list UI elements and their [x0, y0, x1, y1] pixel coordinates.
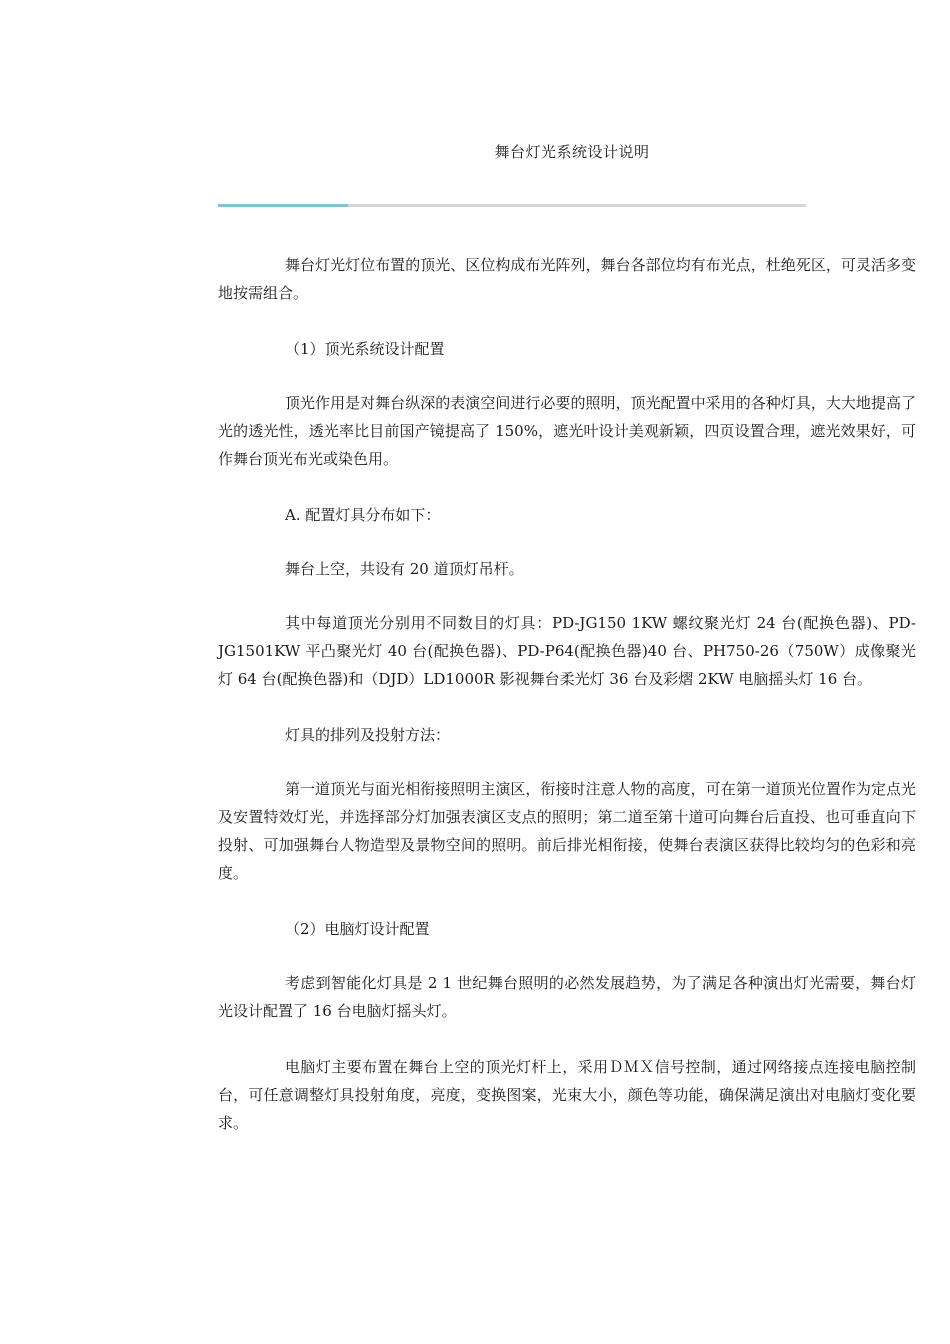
- section-heading-top-light: （1）顶光系统设计配置: [285, 340, 445, 358]
- page-title: 舞台灯光系统设计说明: [494, 143, 650, 161]
- subheading-fixture-distribution: A. 配置灯具分布如下：: [285, 506, 441, 524]
- top-light-paragraph: 顶光作用是对舞台纵深的表演空间进行必要的照明，顶光配置中采用的各种灯具，大大地提高了光的透光性，透光率比目前国产镜提高了 150%，遮光叶设计美观新颖，四页设置合理，遮光效果好，可作舞台顶光布光或染色用。: [218, 394, 916, 468]
- intro-paragraph: 舞台灯光灯位布置的顶光、区位构成布光阵列，舞台各部位均有布光点，杜绝死区，可灵活多变地按需组合。: [218, 256, 916, 302]
- hanging-bars-paragraph: 舞台上空，共设有 20 道顶灯吊杆。: [285, 560, 524, 578]
- arrangement-paragraph: 第一道顶光与面光相衔接照明主演区，衔接时注意人物的高度，可在第一道顶光位置作为定点光及安置特效灯光，并选择部分灯加强表演区支点的照明；第二道至第十道可向舞台后直投、也可垂直向下投射、可加强舞台人物造型及景物空间的照明。前后排光相衔接，使舞台表演区获得比较均匀的色彩和亮度。: [218, 780, 916, 882]
- section-heading-moving-lights: （2）电脑灯设计配置: [285, 920, 430, 938]
- fixture-list-paragraph: 其中每道顶光分别用不同数目的灯具：PD-JG150 1KW 螺纹聚光灯 24 台(配换色器)、PD-JG1501KW 平凸聚光灯 40 台(配换色器)、PD-P64(配换色器)40 台、PH750-26（750W）成像聚光灯 64 台(配换色器)和（DJD）LD1000R 影视舞台柔光灯 36 台及彩熠 2KW 电脑摇头灯 16 台。: [218, 614, 916, 688]
- title-divider-accent: [218, 204, 348, 207]
- subheading-arrangement: 灯具的排列及投射方法：: [285, 726, 451, 744]
- moving-lights-control-paragraph: 电脑灯主要布置在舞台上空的顶光灯杆上，采用ＤＭＸ信号控制，通过网络接点连接电脑控制台，可任意调整灯具投射角度，亮度，变换图案，光束大小，颜色等功能，确保满足演出对电脑灯变化要求。: [218, 1058, 916, 1132]
- moving-lights-intro-paragraph: 考虑到智能化灯具是 2 1 世纪舞台照明的必然发展趋势，为了满足各种演出灯光需要，舞台灯光设计配置了 16 台电脑灯摇头灯。: [218, 974, 916, 1020]
- title-divider: [218, 204, 806, 207]
- document-body: [218, 251, 916, 1137]
